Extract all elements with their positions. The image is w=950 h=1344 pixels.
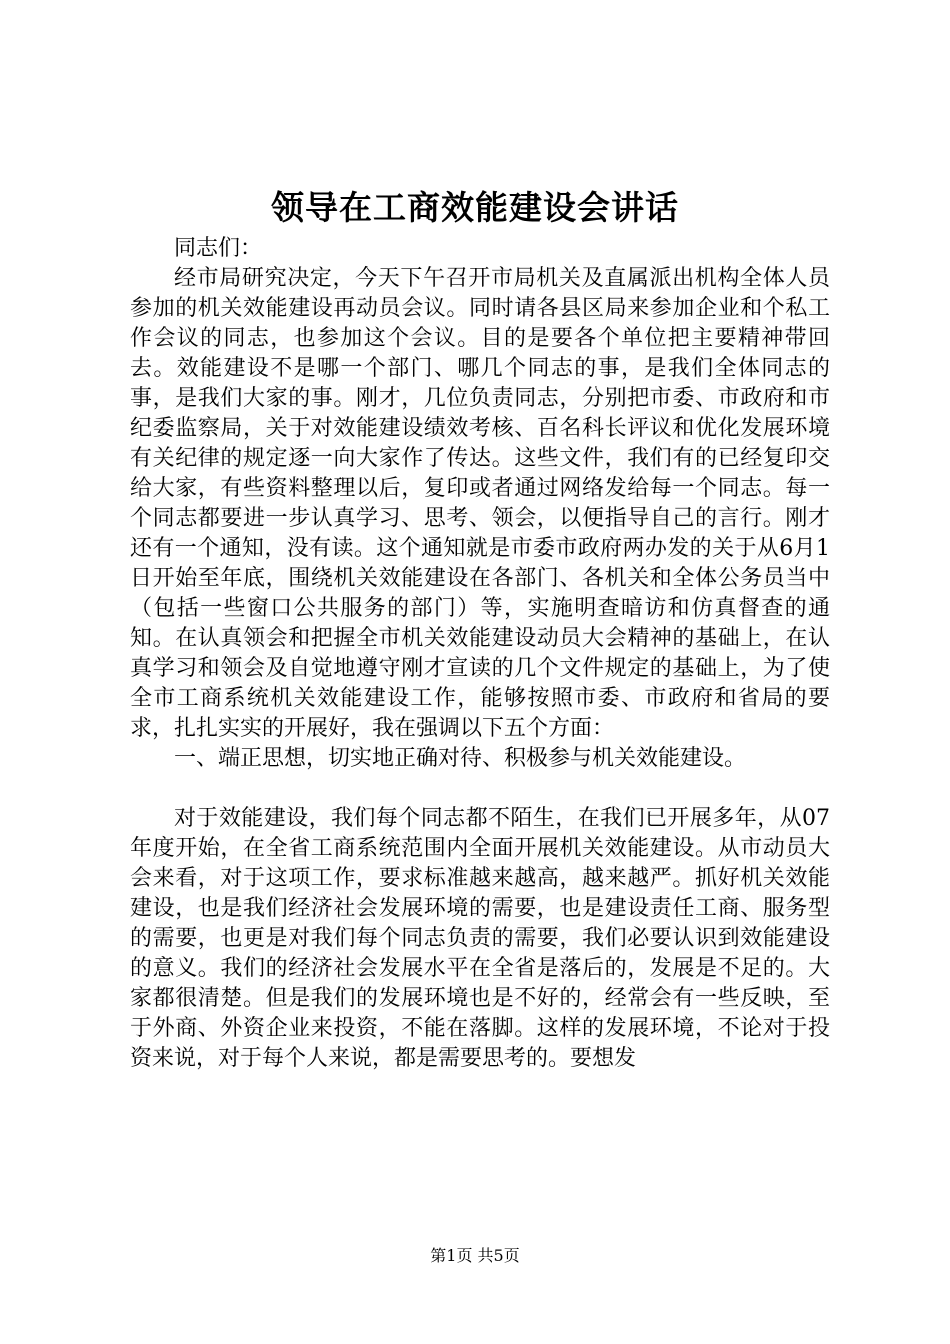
section-heading-1: 一、端正思想，切实地正确对待、积极参与机关效能建设。 [174, 746, 747, 771]
page-number-footer: 第1页 共5页 [430, 1246, 520, 1265]
salutation-paragraph: 同志们： [174, 236, 263, 261]
body-paragraph-2: 对于效能建设，我们每个同志都不陌生，在我们已开展多年，从07年度开始，在全省工商系统范围内全面开展机关效能建设。从市动员大会来看，对于这项工作，要求标准越来越高，越来越严。抓好机关效能建设，也是我们经济社会发展环境的需要，也是建设责任工商、服务型的需要，也更是对我们每个同志负责的需要，我们必要认识到效能建设的意义。我们的经济社会发展水平在全省是落后的，发展是不足的。大家都很清楚。但是我们的发展环境也是不好的，经常会有一些反映，至于外商、外资企业来投资，不能在落脚。这样的发展环境，不论对于投资来说，对于每个人来说，都是需要思考的。要想发 [130, 806, 830, 1071]
page-title: 领导在工商效能建设会讲话 [271, 188, 679, 227]
document-body [130, 234, 830, 1074]
body-paragraph-1: 经市局研究决定，今天下午召开市局机关及直属派出机构全体人员参加的机关效能建设再动员会议。同时请各县区局来参加企业和个私工作会议的同志，也参加这个会议。目的是要各个单位把主要精神带回去。效能建设不是哪一个部门、哪几个同志的事，是我们全体同志的事，是我们大家的事。刚才，几位负责同志，分别把市委、市政府和市纪委监察局，关于对效能建设绩效考核、百名科长评议和优化发展环境有关纪律的规定逐一向大家作了传达。这些文件，我们有的已经复印交给大家，有些资料整理以后，复印或者通过网络发给每一个同志。每一个同志都要进一步认真学习、思考、领会，以便指导自己的言行。刚才还有一个通知，没有读。这个通知就是市委市政府两办发的关于从6月1日开始至年底，围绕机关效能建设在各部门、各机关和全体公务员当中（包括一些窗口公共服务的部门）等，实施明查暗访和仿真督查的通知。在认真领会和把握全市机关效能建设动员大会精神的基础上，在认真学习和领会及自觉地遵守刚才宣读的几个文件规定的基础上，为了使全市工商系统机关效能建设工作，能够按照市委、市政府和省局的要求，扎扎实实的开展好，我在强调以下五个方面： [130, 266, 830, 741]
